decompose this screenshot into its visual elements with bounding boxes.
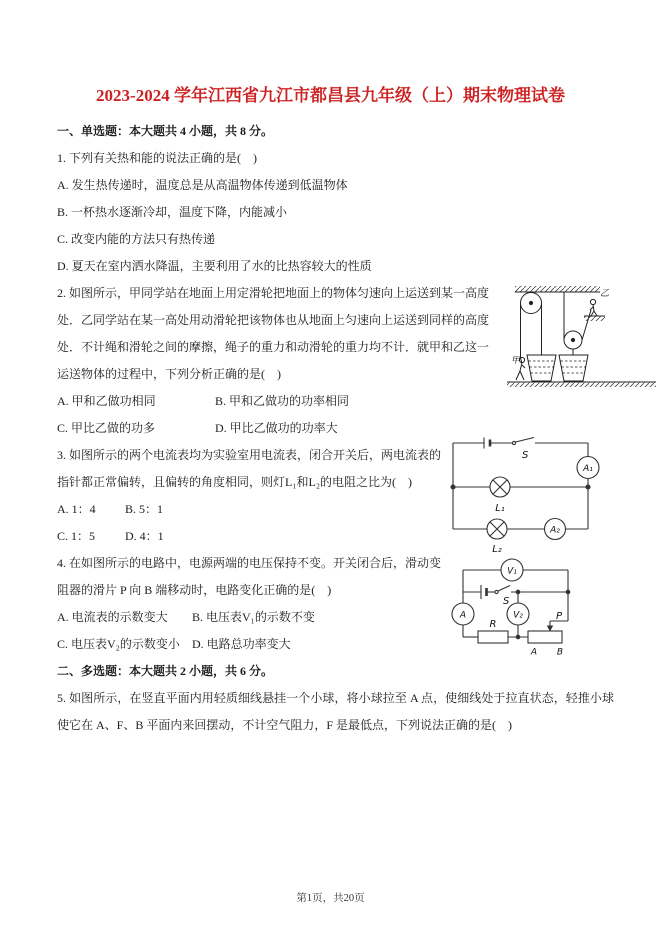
label-slider-p: P <box>556 611 563 622</box>
label-yi: 乙 <box>600 289 610 299</box>
basket-right <box>559 355 588 381</box>
question-1-option-b: B. 一杯热水逐渐冷却，温度下降，内能减小 <box>57 205 288 219</box>
question-3-option-c: C. 1：5 <box>57 529 96 543</box>
question-5-text: 5. 如图所示，在竖直平面内用轻质细线悬挂一个小球，将小球拉至 A 点，使细线处于拉直状态，轻推小球使它在 A、F、B 平面内来回摆动，不计空气阻力，F 是最低点，下列说法正确的是( ) <box>57 691 614 732</box>
label-voltmeter-v2: V₂ <box>513 610 523 621</box>
resistor-r <box>478 631 508 643</box>
figure-circuit-q3 <box>448 437 658 555</box>
label-resistor-r: R <box>489 619 497 630</box>
circuit-q3-icon <box>448 437 658 555</box>
label-terminal-a: A <box>530 647 538 657</box>
label-jia: 甲 <box>511 356 521 366</box>
label-voltmeter-v1: V₁ <box>507 566 517 577</box>
question-4-option-c: C. 电压表V₂的示数变小 <box>57 637 180 651</box>
question-4-option-d: D. 电路总功率变大 <box>192 637 291 651</box>
person-yi <box>590 299 597 316</box>
label-lamp-l1: L₁ <box>495 503 505 514</box>
section2-header: 二、多选题：本大题共 2 小题，共 6 分。 <box>57 664 274 678</box>
question-2-option-a: A. 甲和乙做功相同 <box>57 394 156 408</box>
figure-pulley-diagram <box>504 278 659 388</box>
question-4-option-b: B. 电压表V₁的示数不变 <box>192 610 315 624</box>
question-3-option-a: A. 1：4 <box>57 502 96 516</box>
page-footer: 第1页，共20页 <box>296 893 365 904</box>
question-2-option-c: C. 甲比乙做的功多 <box>57 421 156 435</box>
switch-symbol <box>495 586 510 594</box>
battery-symbol <box>484 438 490 449</box>
circuit-q4-icon <box>450 557 652 657</box>
question-2-options-row1 <box>57 388 614 415</box>
lamp-l2 <box>487 519 507 539</box>
rheostat-slider <box>547 621 553 632</box>
label-terminal-b: B <box>556 647 564 657</box>
section1-header: 一、单选题：本大题共 4 小题，共 8 分。 <box>57 124 274 138</box>
figure-circuit-q4 <box>450 557 652 657</box>
question-2-text: 2. 如图所示，甲同学站在地面上用定滑轮把地面上的物体匀速向上运送到某一高度处．乙同学站在某一高处用动滑轮把该物体也从地面上匀速向上运送到同样的高度处．不计绳和滑轮之间的摩擦，绳子的重力和动滑轮的重力均不计．就甲和乙这一运送物体的过程中，下列分析正确的是( ) <box>57 286 490 381</box>
page-title: 2023-2024 学年江西省九江市都昌县九年级（上）期末物理试卷 <box>96 86 565 105</box>
question-1-option-d: D. 夏天在室内洒水降温，主要利用了水的比热容较大的性质 <box>57 259 372 273</box>
lamp-l1 <box>490 477 510 497</box>
question-1-option-c: C. 改变内能的方法只有热传递 <box>57 232 216 246</box>
label-ammeter-a1: A₁ <box>583 464 593 474</box>
question-2-option-d: D. 甲比乙做功的功率大 <box>215 421 338 435</box>
question-3-option-b: B. 5：1 <box>125 502 164 516</box>
label-switch-s: S <box>503 596 510 607</box>
basket-left <box>527 355 556 381</box>
switch-symbol <box>512 438 534 445</box>
platform-hatch <box>584 316 605 321</box>
rheostat-body <box>528 631 562 643</box>
label-switch-s: S <box>522 450 529 461</box>
label-lamp-l2: L₂ <box>492 544 502 555</box>
question-1-option-a: A. 发生热传递时，温度总是从高温物体传递到低温物体 <box>57 178 348 192</box>
label-ammeter-a: A <box>459 610 467 621</box>
ceiling-hatch <box>515 286 600 292</box>
battery-symbol <box>481 585 487 599</box>
pulley-diagram-icon <box>504 278 659 388</box>
question-3-text: 3. 如图所示的两个电流表均为实验室用电流表，闭合开关后，两电流表的指针都正常偏转，且偏转的角度相同，则灯L₁和L₂的电阻之比为( ) <box>57 448 442 489</box>
question-2-option-b: B. 甲和乙做功的功率相同 <box>215 394 350 408</box>
question-4-option-a: A. 电流表的示数变大 <box>57 610 168 624</box>
ground-hatch <box>507 382 656 387</box>
label-ammeter-a2: A₂ <box>550 525 560 536</box>
question-1-text: 1. 下列有关热和能的说法正确的是( ) <box>57 151 257 165</box>
question-4-text: 4. 在如图所示的电路中，电源两端的电压保持不变。开关闭合后，滑动变阻器的滑片 P 向 B 端移动时，电路变化正确的是( ) <box>57 556 442 597</box>
question-3-option-d: D. 4：1 <box>125 529 164 543</box>
